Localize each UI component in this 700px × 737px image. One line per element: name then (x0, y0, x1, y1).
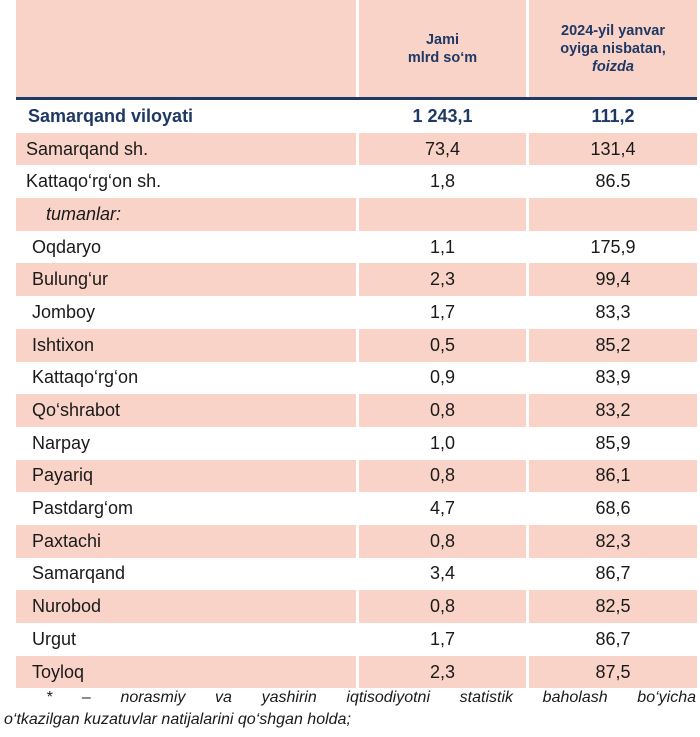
row-percent: 99,4 (529, 263, 697, 296)
row-total: 0,8 (359, 590, 526, 623)
row-total: 2,3 (359, 263, 526, 296)
footnote-line2: o‘tkazilgan kuzatuvlar natijalarini qo‘shgan holda; (4, 711, 351, 728)
table-row (16, 394, 697, 427)
row-percent: 86,7 (595, 563, 631, 584)
row-percent: 83,3 (595, 301, 631, 322)
row-name: Qo‘shrabot (16, 394, 356, 427)
row-percent: 83,9 (595, 367, 631, 388)
row-percent: 85,9 (595, 432, 631, 453)
row-percent: 86,1 (529, 460, 697, 493)
row-total: 1,1 (429, 236, 456, 257)
row-name: Kattaqo‘rg‘on (32, 367, 139, 388)
header-total-column (359, 0, 526, 97)
row-name: Bulung‘ur (16, 263, 356, 296)
row-name: Ishtixon (16, 329, 356, 362)
header-empty-cell (16, 0, 356, 97)
header-percent-column (529, 0, 697, 97)
row-name: Samarqand sh. (16, 133, 356, 166)
table-row (16, 231, 697, 264)
row-name: Urgut (32, 628, 77, 649)
row-total: 1,8 (429, 171, 456, 192)
statistics-table (16, 0, 697, 688)
row-name: Narpay (32, 432, 91, 453)
row-total: 4,7 (429, 498, 456, 519)
row-percent: 86,7 (595, 628, 631, 649)
table-row (16, 590, 697, 623)
row-name: Nurobod (16, 590, 356, 623)
table-row (16, 100, 697, 133)
row-name: Toyloq (16, 656, 356, 689)
table-row (16, 263, 697, 296)
table-row (16, 427, 697, 460)
row-name: tumanlar: (16, 198, 356, 231)
row-percent (529, 198, 697, 231)
row-total: 1,0 (429, 432, 456, 453)
table-row (16, 492, 697, 525)
row-total: 0,8 (359, 525, 526, 558)
header-total-line2: mlrd so‘m (407, 49, 478, 66)
row-percent: 82,3 (529, 525, 697, 558)
row-total: 0,5 (359, 329, 526, 362)
row-name: Payariq (16, 460, 356, 493)
row-percent: 131,4 (529, 133, 697, 166)
row-total: 2,3 (359, 656, 526, 689)
row-total: 73,4 (359, 133, 526, 166)
table-row (16, 165, 697, 198)
table-row (16, 296, 697, 329)
table-row (16, 329, 697, 362)
table-row (16, 525, 697, 558)
row-name: Oqdaryo (32, 236, 102, 257)
table-row (16, 362, 697, 395)
row-name: Jomboy (32, 301, 96, 322)
table-row (16, 198, 697, 231)
row-total: 0,8 (359, 460, 526, 493)
table-row (16, 623, 697, 656)
row-name: Samarqand viloyati (28, 105, 194, 126)
row-name: Pastdarg‘om (32, 498, 134, 519)
row-name: Samarqand (32, 563, 126, 584)
row-total (359, 198, 526, 231)
table-row (16, 656, 697, 689)
row-percent: 85,2 (529, 329, 697, 362)
row-percent: 83,2 (529, 394, 697, 427)
row-total: 1 243,1 (412, 105, 473, 126)
row-percent: 175,9 (590, 236, 636, 257)
footnote-line1: * – norasmiy va yashirin iqtisodiyotni statistik baholash bo‘yicha (46, 689, 696, 706)
header-percent-line2: oyiga nisbatan, (560, 40, 666, 57)
table-row (16, 133, 697, 166)
row-total: 0,9 (429, 367, 456, 388)
table-body (16, 100, 697, 688)
header-total-line1: Jami (425, 31, 460, 48)
table-row (16, 460, 697, 493)
footnote (0, 687, 696, 731)
row-name: Paxtachi (16, 525, 356, 558)
table-row (16, 558, 697, 591)
row-percent: 111,2 (591, 105, 635, 126)
row-total: 0,8 (359, 394, 526, 427)
row-name: Kattaqo‘rg‘on sh. (26, 171, 162, 192)
row-total: 1,7 (429, 628, 456, 649)
row-percent: 87,5 (529, 656, 697, 689)
row-percent: 86.5 (595, 171, 631, 192)
row-total: 3,4 (429, 563, 456, 584)
row-total: 1,7 (429, 301, 456, 322)
header-percent-line3: foizda (592, 58, 634, 75)
header-percent-line1: 2024-yil yanvar (561, 22, 665, 39)
row-percent: 68,6 (595, 498, 631, 519)
table-header (16, 0, 697, 97)
row-percent: 82,5 (529, 590, 697, 623)
